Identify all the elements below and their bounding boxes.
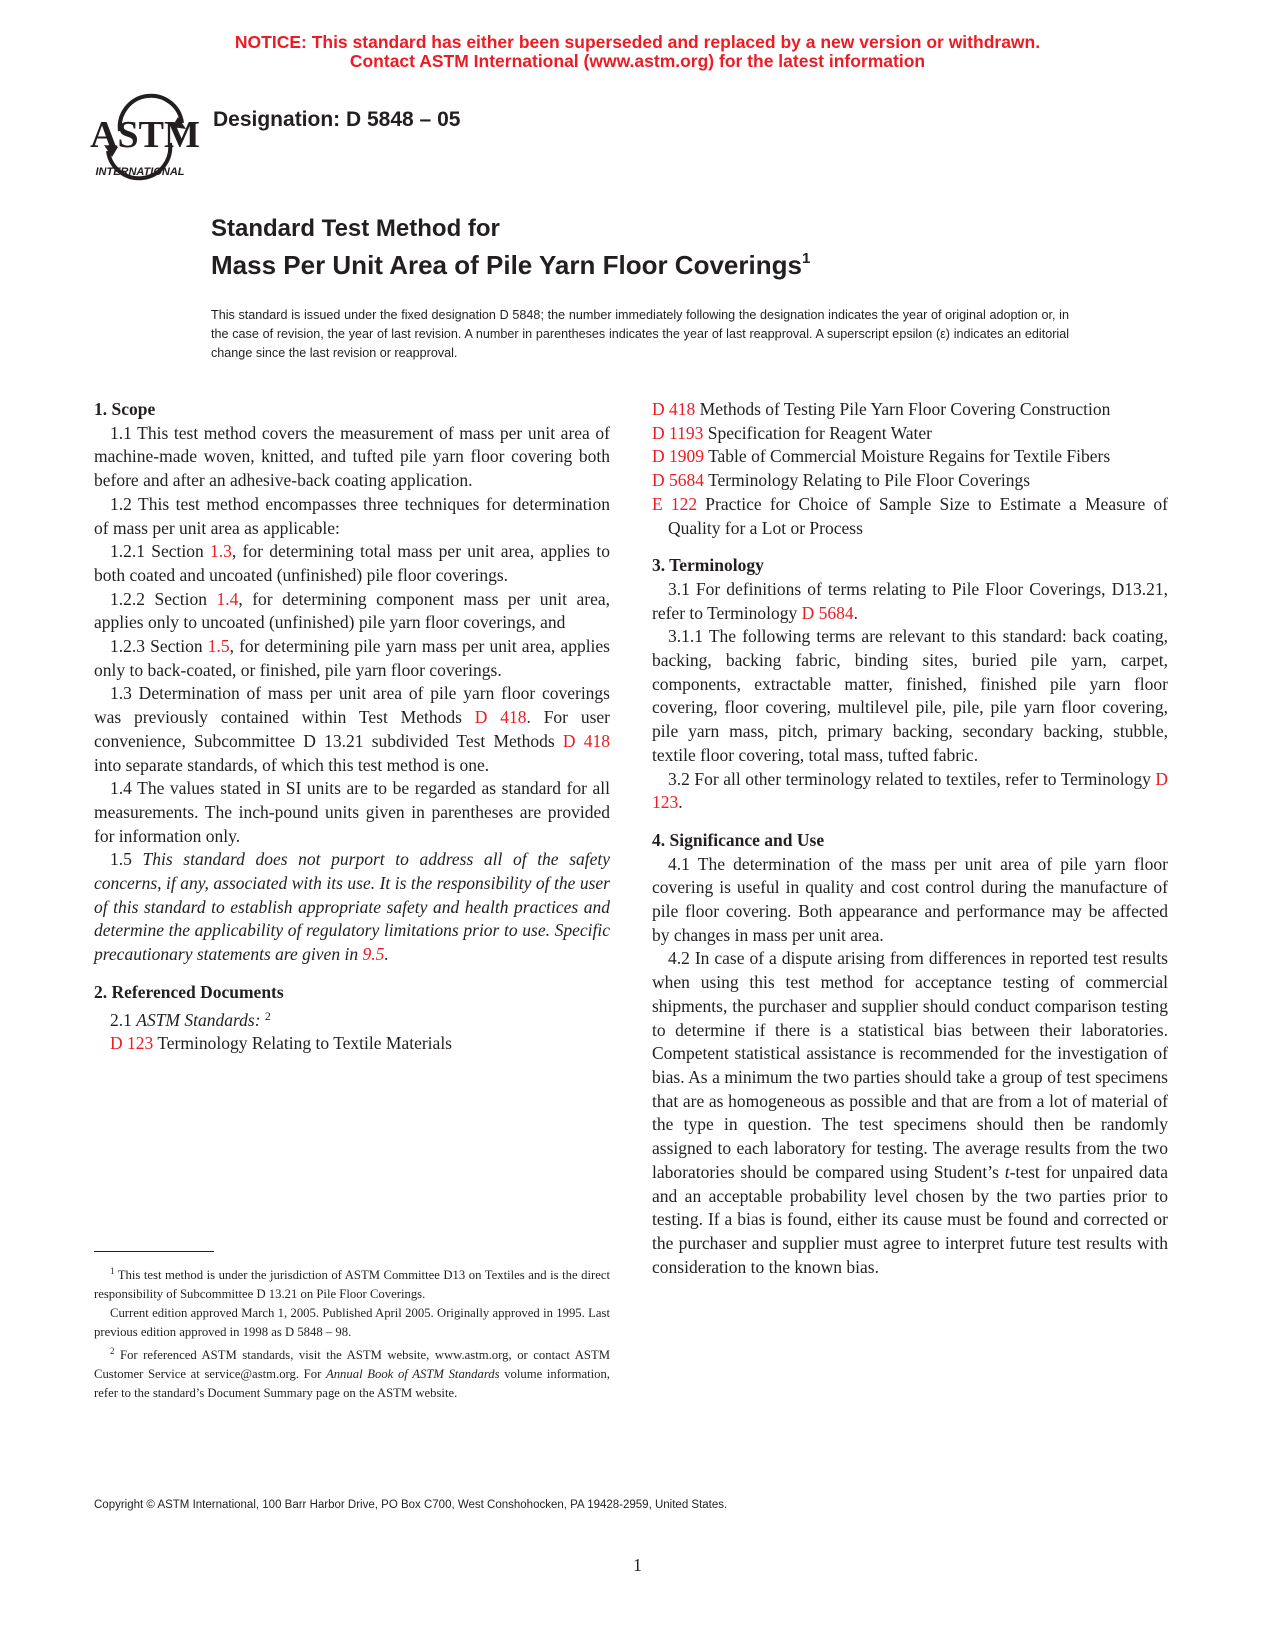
ref-code-d1193[interactable]: D 1193 xyxy=(652,422,704,443)
astm-logo-icon xyxy=(90,87,200,187)
para-3-2-a: 3.2 For all other terminology related to textiles, refer to Terminology xyxy=(668,768,1156,789)
page-number: 1 xyxy=(633,1555,642,1575)
notice-line-2: Contact ASTM International (www.astm.org) for the latest information xyxy=(349,51,926,71)
link-section-1-5[interactable]: 1.5 xyxy=(207,636,230,657)
footnote-2-text-b: volume information, refer to the standard’s Document Summary page on the ASTM website. xyxy=(94,1367,610,1401)
logo-wordmark: INTERNATIONAL xyxy=(95,166,185,178)
ref-code-d418[interactable]: D 418 xyxy=(652,399,696,419)
ref-code-d123[interactable]: D 123 xyxy=(110,1033,154,1054)
right-column xyxy=(652,398,1168,1279)
para-1-5-end: . xyxy=(384,944,389,965)
para-1-3-a: 1.3 Determination of mass per unit area of pile yarn floor coverings was previously contained within Test Methods xyxy=(94,683,610,728)
footnote-1-text: This test method is under the jurisdiction of ASTM Committee D13 on Textiles and is the direct responsibility of Subcommittee D 13.21 on Pile Floor Coverings. xyxy=(94,1268,610,1302)
section-3-heading: 3. Terminology xyxy=(652,555,764,576)
para-3-1-1: 3.1.1 The following terms are relevant to this standard: back coating, backing, backing fabric, binding sites, buried pile yarn, carpet, components, extractable matter, finished, finished pile yarn floor covering, floor covering, multilevel pile, pile, pile yarn floor covering, pile yarn mass, pitch, primary backing, secondary backing, stubble, textile floor covering, total mass, tufted fabric. xyxy=(652,626,1168,765)
para-1-2-3 xyxy=(94,635,610,682)
ref-item xyxy=(652,445,1168,469)
ref-item xyxy=(652,469,1168,493)
para-4-2-b: -test for unpaired data and an acceptable probability level chosen by the two parties prior to testing. If a bias is found, either its cause must be found and corrected or the purchaser and supplier must agree to interpret future test results with consideration to the known bias. xyxy=(652,1161,1168,1277)
para-1-5 xyxy=(94,848,610,967)
ref-title: Practice for Choice of Sample Size to Estimate a Measure of Quality for a Lot or Process xyxy=(668,493,1168,538)
para-1-2-3-b: , for determining pile yarn mass per unit area, applies only to back-coated, or finished, pile yarn floor coverings. xyxy=(94,636,610,680)
ref-title: Table of Commercial Moisture Regains for Textile Fibers xyxy=(704,446,1111,467)
ref-code-d5684[interactable]: D 5684 xyxy=(652,470,705,491)
para-1-2-1-a: 1.2.1 Section xyxy=(110,541,211,562)
ref-item xyxy=(652,422,1168,446)
para-3-2-b: . xyxy=(678,792,683,813)
para-4-2 xyxy=(652,947,1168,1279)
para-1-2-1-b: , for determining total mass per unit area, applies to both coated and uncoated (unfinished) pile floor coverings. xyxy=(94,541,610,585)
notice-line-1: NOTICE: This standard has either been superseded and replaced by a new version or withdrawn. xyxy=(234,32,1041,52)
para-2-1 xyxy=(94,1005,610,1033)
title-line-1: Standard Test Method for xyxy=(211,215,500,242)
footnote-1-edition: Current edition approved March 1, 2005. Published April 2005. Originally approved in 1995. Last previous edition approved in 1998 as D 5848 – 98. xyxy=(94,1306,610,1340)
link-d418-a[interactable]: D 418 xyxy=(474,707,527,728)
withdrawal-notice xyxy=(0,33,1275,71)
document-title xyxy=(211,214,810,281)
title-footnote-mark: 1 xyxy=(801,250,811,267)
link-d5684[interactable]: D 5684 xyxy=(801,602,854,623)
footnote-2-marker: 2 xyxy=(110,1346,115,1357)
ref-title: Specification for Reagent Water xyxy=(703,422,932,443)
ref-title: Terminology Relating to Textile Materials xyxy=(153,1033,452,1054)
link-d123[interactable]: D 123 xyxy=(652,768,1168,813)
link-section-1-4[interactable]: 1.4 xyxy=(216,588,239,609)
para-3-2 xyxy=(652,768,1168,815)
title-line-2-text: Mass Per Unit Area of Pile Yarn Floor Coverings xyxy=(211,250,802,280)
ref-title: Methods of Testing Pile Yarn Floor Covering Construction xyxy=(695,399,1111,419)
para-1-2-2 xyxy=(94,588,610,635)
para-3-1-b: . xyxy=(853,602,858,623)
issue-note: This standard is issued under the fixed designation D 5848; the number immediately following the designation indicates the year of original adoption or, in the case of revision, the year of last revision. A number in parentheses indicates the year of last reapproval. A superscript epsilon (ε) indicates an editorial change since the last revision or reapproval. xyxy=(211,308,1069,360)
footnote-2 xyxy=(94,1342,610,1403)
para-1-2-1 xyxy=(94,540,610,587)
designation: Designation: D 5848 – 05 xyxy=(213,108,461,131)
para-1-4: 1.4 The values stated in SI units are to be regarded as standard for all measurements. The inch-pound units given in parentheses are provided for information only. xyxy=(94,778,610,846)
para-3-1 xyxy=(652,578,1168,625)
para-2-1-num: 2.1 xyxy=(110,1009,137,1030)
para-4-1: 4.1 The determination of the mass per unit area of pile yarn floor covering is useful in quality and cost control during the manufacture of pile floor covering. Both appearance and performance may be affected by changes in mass per unit area. xyxy=(652,853,1168,945)
para-4-2-t: t xyxy=(1004,1161,1010,1182)
footnote-2-text-a: For referenced ASTM standards, visit the ASTM website, www.astm.org, or contact ASTM Customer Service at service@astm.org. For xyxy=(94,1348,610,1382)
link-section-9-5[interactable]: 9.5 xyxy=(362,944,385,965)
copyright: Copyright © ASTM International, 100 Barr Harbor Drive, PO Box C700, West Conshohocken, PA 19428-2959, United States. xyxy=(94,1499,728,1511)
para-1-3-c: into separate standards, of which this test method is one. xyxy=(94,754,490,775)
ref-item xyxy=(652,398,1168,422)
footnote-1 xyxy=(94,1262,610,1304)
para-1-2-3-a: 1.2.3 Section xyxy=(110,636,208,657)
para-4-2-a: 4.2 In case of a dispute arising from differences in reported test results when using this test method for acceptance testing of commercial shipments, the purchaser and supplier should conduct comparison testing to determine if there is a statistical bias between their laboratories. Competent statistical assistance is recommended for the investigation of bias. As a minimum the two parties should take a group of test specimens that are as homogeneous as possible and that are from a lot of material of the type in question. The test specimens should then be randomly assigned to each laboratory for testing. The average results from the two laboratories should be compared using Student’s xyxy=(652,948,1168,1182)
para-1-2-2-a: 1.2.2 Section xyxy=(110,588,217,609)
ref-code-e122[interactable]: E 122 xyxy=(652,493,698,514)
link-d418-b[interactable]: D 418 xyxy=(562,730,611,751)
footnote-2-italic: Annual Book of ASTM Standards xyxy=(325,1367,500,1382)
para-1-3 xyxy=(94,682,610,777)
para-1-2-2-b: , for determining component mass per unit area, applies only to uncoated (unfinished) pile yarn floor coverings, and xyxy=(94,588,610,633)
footnotes xyxy=(94,1262,610,1403)
ref-item xyxy=(94,1032,610,1056)
safety-statement: This standard does not purport to address all of the safety concerns, if any, associated with its use. It is the responsibility of the user of this standard to establish appropriate safety and health practices and determine the applicability of regulatory limitations prior to use. Specific precautionary statements are given in xyxy=(94,849,611,965)
astm-standards-label: ASTM Standards: xyxy=(136,1009,261,1030)
title-line-2 xyxy=(211,243,810,281)
ref-item xyxy=(652,493,1168,540)
footnote-1-mark: 1 xyxy=(110,1266,115,1276)
footnote-rule xyxy=(94,1251,214,1252)
link-section-1-3[interactable]: 1.3 xyxy=(210,541,232,562)
para-1-1: 1.1 This test method covers the measurement of mass per unit area of machine-made woven, knitted, and tufted pile yarn floor covering both before and after an adhesive-back coating application. xyxy=(94,422,610,491)
para-1-5-num: 1.5 xyxy=(110,849,143,870)
footnote-2-mark: 2 xyxy=(264,1008,271,1023)
para-1-2: 1.2 This test method encompasses three techniques for determination of mass per unit area as applicable: xyxy=(94,493,610,538)
section-1-heading: 1. Scope xyxy=(94,399,156,419)
section-2-heading: 2. Referenced Documents xyxy=(94,981,284,1002)
section-4-heading: 4. Significance and Use xyxy=(652,829,825,850)
ref-title: Terminology Relating to Pile Floor Coverings xyxy=(704,470,1031,491)
para-1-3-b: . For user convenience, Subcommittee D 13.21 subdivided Test Methods xyxy=(94,707,611,751)
ref-code-d1909[interactable]: D 1909 xyxy=(652,446,705,467)
svg-text:ASTM: ASTM xyxy=(90,114,200,156)
para-3-1-a: 3.1 For definitions of terms relating to Pile Floor Coverings, D13.21, refer to Terminology xyxy=(652,578,1168,623)
left-column xyxy=(94,398,610,1056)
